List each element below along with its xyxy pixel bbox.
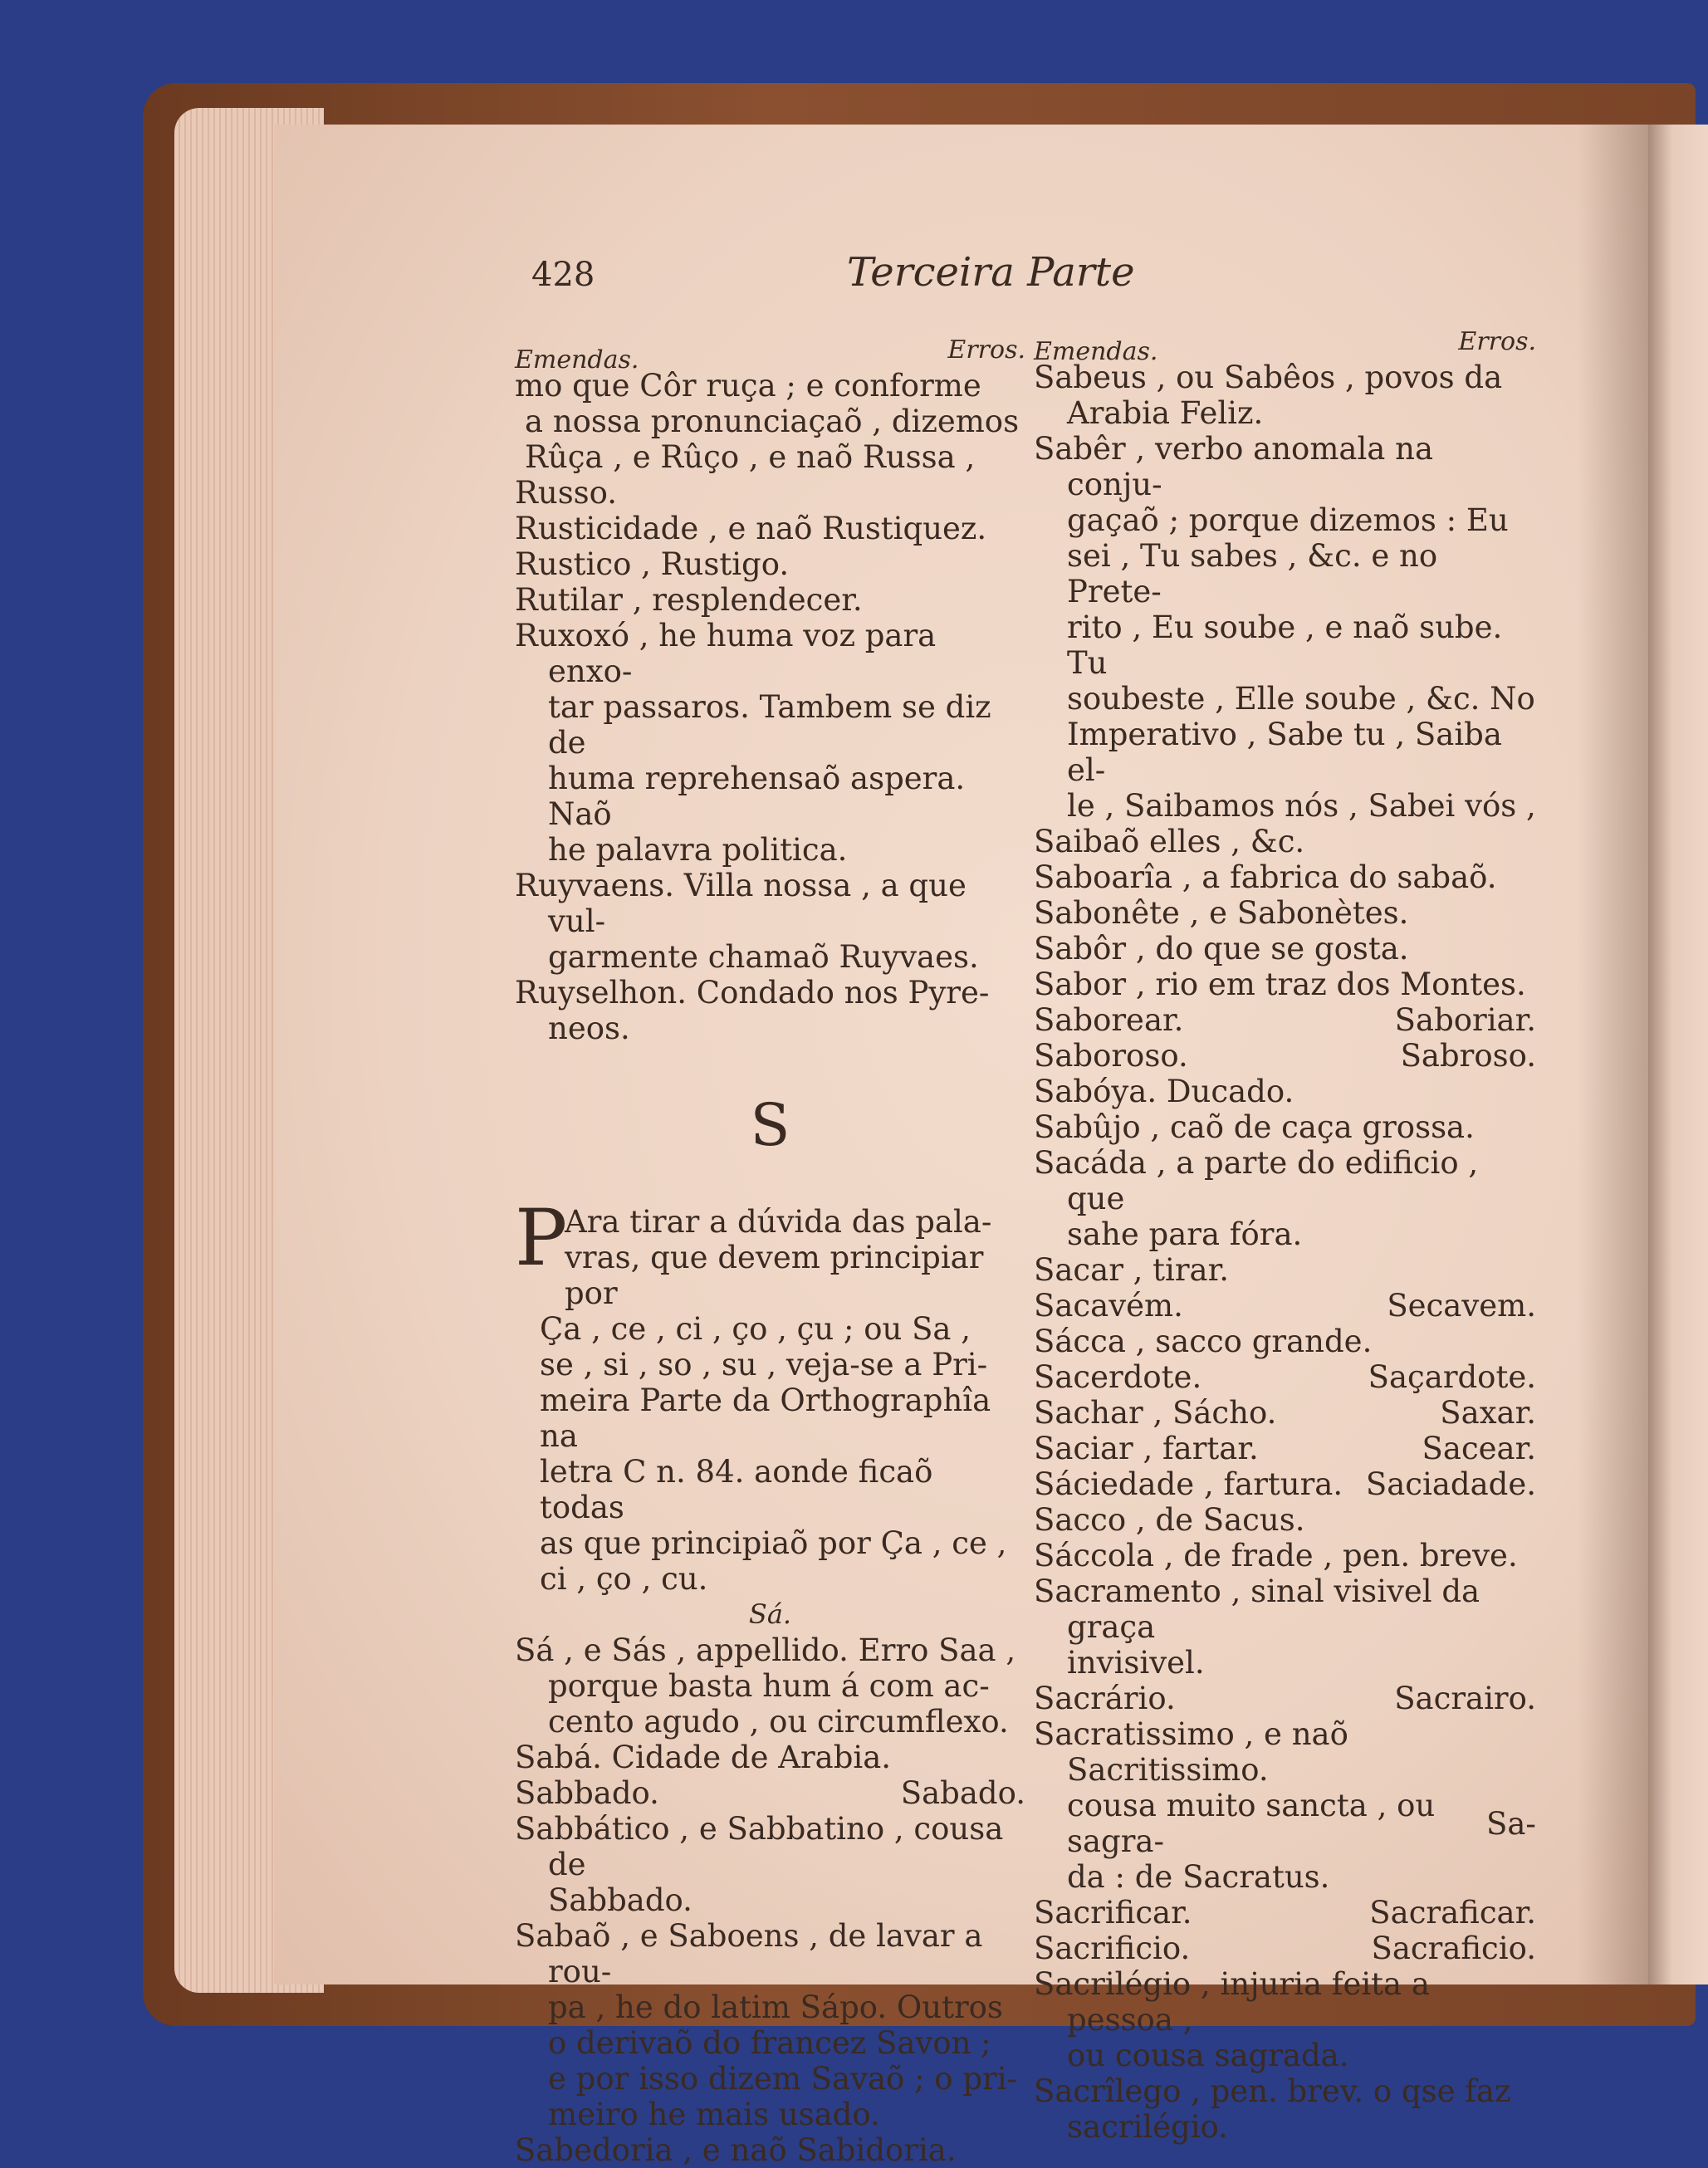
entry-line: Sabeus , ou Sabêos , povos da xyxy=(1034,360,1503,395)
section-letter: S xyxy=(750,1091,790,1159)
dictionary-entry xyxy=(1034,1431,1536,1466)
entry-line: Sabóya. Ducado. xyxy=(1034,1074,1294,1109)
entry-line: meiro he mais usado. xyxy=(548,2097,880,2132)
dictionary-entry xyxy=(1034,1502,1536,1538)
right-column xyxy=(1034,324,1536,2145)
entry-line: ou cousa sagrada. xyxy=(1067,2038,1349,2073)
entry-line: invisivel. xyxy=(1067,1645,1205,1681)
entry-error-form: Sacraficar. xyxy=(1369,1895,1536,1931)
column-head-erros: Erros. xyxy=(947,335,1025,365)
entry-line: Rûça , e Rûço , e naõ Russa , xyxy=(525,439,976,475)
dictionary-entry xyxy=(1034,824,1536,859)
dictionary-entry xyxy=(1034,360,1536,431)
entry-error-form: Sacrairo. xyxy=(1394,1681,1536,1716)
dictionary-entry xyxy=(1034,1573,1536,1681)
dictionary-entry xyxy=(515,1740,1025,1775)
dictionary-entry xyxy=(1034,1002,1536,1038)
entry-line: a nossa pronunciaçaõ , dizemos xyxy=(525,404,1020,439)
entry-error-form: Saxar. xyxy=(1440,1395,1536,1431)
entry-line: porque basta hum á com ac- xyxy=(548,1668,990,1704)
dictionary-entry xyxy=(1034,1288,1536,1324)
dictionary-entry xyxy=(515,582,1025,618)
entry-line: Rusticidade , e naõ Rustiquez. xyxy=(515,511,987,546)
dictionary-entry xyxy=(1034,1931,1536,1966)
page-number: 428 xyxy=(531,256,595,294)
intro-lines xyxy=(540,1204,1025,1597)
entry-list xyxy=(515,1632,1025,2168)
entry-line: da : de Sacratus. xyxy=(1067,1859,1330,1895)
entry-line: he palavra politica. xyxy=(548,832,848,868)
dictionary-entry xyxy=(1034,1252,1536,1288)
entry-line: Sacerdote. xyxy=(1034,1359,1202,1395)
intro-line: letra C n. 84. aonde ficaõ todas xyxy=(540,1454,933,1525)
dictionary-entry xyxy=(515,618,1025,868)
dictionary-entry xyxy=(1034,431,1536,824)
entry-line: gaçaõ ; porque dizemos : Eu xyxy=(1067,502,1509,538)
entry-line: Imperativo , Sabe tu , Saiba el- xyxy=(1067,717,1502,788)
page-header xyxy=(531,249,1528,307)
entry-line: tar passaros. Tambem se diz de xyxy=(548,689,991,761)
dictionary-entry xyxy=(515,975,1025,1046)
dictionary-entry xyxy=(1034,895,1536,931)
dictionary-entry xyxy=(515,368,1025,511)
dictionary-entry xyxy=(1034,2073,1536,2145)
continued-entry xyxy=(515,368,1025,511)
entry-line: Sabá. Cidade de Arabia. xyxy=(515,1740,892,1775)
dictionary-entry xyxy=(1034,1074,1536,1109)
entry-line: sei , Tu sabes , &c. e no Prete- xyxy=(1067,538,1438,609)
entry-line: Ruyselhon. Condado nos Pyre- xyxy=(515,975,990,1011)
entry-line: Sabôr , do que se gosta. xyxy=(1034,931,1409,967)
entry-line: pa , he do latim Sápo. Outros xyxy=(548,1989,1003,2025)
column-head-emendas: Emendas. xyxy=(515,345,639,374)
entry-error-form: Sacraficio. xyxy=(1371,1931,1536,1966)
entry-list xyxy=(1034,360,1536,2145)
dictionary-entry xyxy=(1034,1466,1536,1502)
entry-line: Sáciedade , fartura. xyxy=(1034,1466,1343,1502)
dictionary-entry xyxy=(515,1811,1025,1918)
left-column xyxy=(515,332,1025,2168)
dictionary-entry xyxy=(1034,1395,1536,1431)
entry-line: o derivaõ do francez Savon ; xyxy=(548,2025,991,2061)
entry-line: Sacrificio. xyxy=(1034,1931,1191,1966)
entry-line: huma reprehensaõ aspera. Naõ xyxy=(548,761,966,832)
entry-error-form: Sabado. xyxy=(900,1775,1025,1811)
dictionary-entry xyxy=(515,1775,1025,1811)
entry-line: Sacavém. xyxy=(1034,1288,1183,1324)
entry-line: Sabbático , e Sabbatino , cousa de xyxy=(515,1811,1004,1882)
entry-line: Sáccola , de frade , pen. breve. xyxy=(1034,1538,1518,1573)
dictionary-entry xyxy=(1034,1145,1536,1252)
dictionary-entry xyxy=(515,1632,1025,1740)
entry-error-form: Saboriar. xyxy=(1394,1002,1536,1038)
entry-line: Sabor , rio em traz dos Montes. xyxy=(1034,967,1526,1002)
dictionary-entry xyxy=(1034,1324,1536,1359)
entry-line: Sacrificar. xyxy=(1034,1895,1192,1931)
column-head xyxy=(515,332,1025,374)
entry-line: Sabbado. xyxy=(548,1882,692,1918)
entry-line: cousa muito sancta , ou sagra- xyxy=(1067,1788,1436,1859)
entry-line: Sabonête , e Sabonètes. xyxy=(1034,895,1409,931)
entry-line: Ruyvaens. Villa nossa , a que vul- xyxy=(515,868,967,939)
entry-line: neos. xyxy=(548,1011,630,1046)
intro-line: vras, que devem principiar por xyxy=(565,1240,984,1311)
entry-line: soubeste , Elle soube , &c. No xyxy=(1067,681,1535,717)
entry-line: Sabedoria , e naõ Sabidoria. xyxy=(515,2132,957,2168)
entry-error-form: Sacear. xyxy=(1422,1431,1536,1466)
entry-error-form: Secavem. xyxy=(1387,1288,1536,1324)
entry-line: sahe para fóra. xyxy=(1067,1216,1303,1252)
entry-line: sacrilégio. xyxy=(1067,2109,1228,2145)
entry-line: Rutilar , resplendecer. xyxy=(515,582,863,618)
intro-line: ci , ço , cu. xyxy=(540,1561,708,1597)
entry-line: Sabaõ , e Saboens , de lavar a rou- xyxy=(515,1918,983,1989)
intro-paragraph xyxy=(515,1193,1025,1597)
entry-error-form: Sabroso. xyxy=(1400,1038,1536,1074)
entry-line: Saboroso. xyxy=(1034,1038,1188,1074)
entry-line: Russo. xyxy=(515,475,618,511)
gutter-shadow xyxy=(1578,125,1652,1984)
entry-line: Sabûjo , caõ de caça grossa. xyxy=(1034,1109,1475,1145)
column-head-emendas: Emendas. xyxy=(1034,337,1158,366)
entry-line: Sacco , de Sacus. xyxy=(1034,1502,1305,1538)
entry-list xyxy=(515,511,1025,1046)
entry-line: Sacramento , sinal visivel da graça xyxy=(1034,1573,1480,1645)
intro-line: Ara tirar a dúvida das pala- xyxy=(565,1204,992,1240)
dictionary-entry xyxy=(1034,967,1536,1002)
dictionary-entry xyxy=(1034,1538,1536,1573)
column-head-erros: Erros. xyxy=(1458,327,1536,356)
dictionary-entry xyxy=(1034,1895,1536,1931)
entry-line: le , Saibamos nós , Sabei vós , xyxy=(1067,788,1536,824)
dictionary-entry xyxy=(1034,1109,1536,1145)
entry-line: Saciar , fartar. xyxy=(1034,1431,1259,1466)
entry-line: Sachar , Sácho. xyxy=(1034,1395,1277,1431)
dictionary-entry xyxy=(1034,859,1536,895)
entry-line: Saborear. xyxy=(1034,1002,1184,1038)
entry-line: Rustico , Rustigo. xyxy=(515,546,790,582)
entry-error-form: Saciadade. xyxy=(1365,1466,1536,1502)
dictionary-entry xyxy=(1034,1966,1536,2073)
catchword: Sa- xyxy=(1486,1806,1536,1842)
facing-page-edge xyxy=(1648,125,1708,1984)
entry-line: Sácca , sacco grande. xyxy=(1034,1324,1373,1359)
entry-error-form: Saçardote. xyxy=(1368,1359,1536,1395)
dictionary-entry xyxy=(1034,1038,1536,1074)
dictionary-entry xyxy=(515,1918,1025,2132)
entry-line: Sabbado. xyxy=(515,1775,659,1811)
dictionary-entry xyxy=(1034,1788,1536,1895)
entry-line: garmente chamaõ Ruyvaes. xyxy=(548,939,979,975)
dictionary-entry xyxy=(515,511,1025,546)
entry-line: Sacrîlego , pen. brev. o qse faz xyxy=(1034,2073,1511,2109)
dictionary-entry xyxy=(515,2132,1025,2168)
entry-line: Sabêr , verbo anomala na conju- xyxy=(1034,431,1434,502)
dictionary-entry xyxy=(515,546,1025,582)
entry-line: e por isso dizem Savaõ ; o pri- xyxy=(548,2061,1018,2097)
entry-line: rito , Eu soube , e naõ sube. Tu xyxy=(1067,609,1503,681)
entry-line: Sacratissimo , e naõ Sacritissimo. xyxy=(1034,1716,1348,1788)
running-title: Terceira Parte xyxy=(847,249,1135,296)
entry-line: Sacrário. xyxy=(1034,1681,1176,1716)
intro-line: meira Parte da Orthographîa na xyxy=(540,1383,991,1454)
dictionary-entry xyxy=(1034,1716,1536,1788)
intro-line: as que principiaõ por Ça , ce , xyxy=(540,1525,1007,1561)
dictionary-entry xyxy=(515,868,1025,975)
intro-line: Ça , ce , ci , ço , çu ; ou Sa , xyxy=(540,1311,971,1347)
entry-line: Arabia Feliz. xyxy=(1067,395,1264,431)
intro-line: se , si , so , su , veja-se a Pri- xyxy=(540,1347,988,1383)
entry-line: cento agudo , ou circumflexo. xyxy=(548,1704,1009,1740)
dictionary-entry xyxy=(1034,931,1536,967)
entry-line: Sacar , tirar. xyxy=(1034,1252,1229,1288)
entry-line: Sacáda , a parte do edificio , que xyxy=(1034,1145,1479,1216)
dictionary-entry xyxy=(1034,1359,1536,1395)
entry-line: Sacrilégio , injuria feita a pessoa , xyxy=(1034,1966,1430,2038)
entry-line: Ruxoxó , he huma voz para enxo- xyxy=(515,618,937,689)
entry-line: Saboarîa , a fabrica do sabaõ. xyxy=(1034,859,1497,895)
entry-line: Saibaõ elles , &c. xyxy=(1034,824,1305,859)
column-head xyxy=(1034,324,1536,366)
subheading: Sá. xyxy=(748,1598,792,1630)
entry-line: Sá , e Sás , appellido. Erro Saa , xyxy=(515,1632,1016,1668)
entry-line: mo que Côr ruça ; e conforme xyxy=(515,368,981,404)
dictionary-entry xyxy=(1034,1681,1536,1716)
drop-cap: P xyxy=(515,1193,568,1284)
